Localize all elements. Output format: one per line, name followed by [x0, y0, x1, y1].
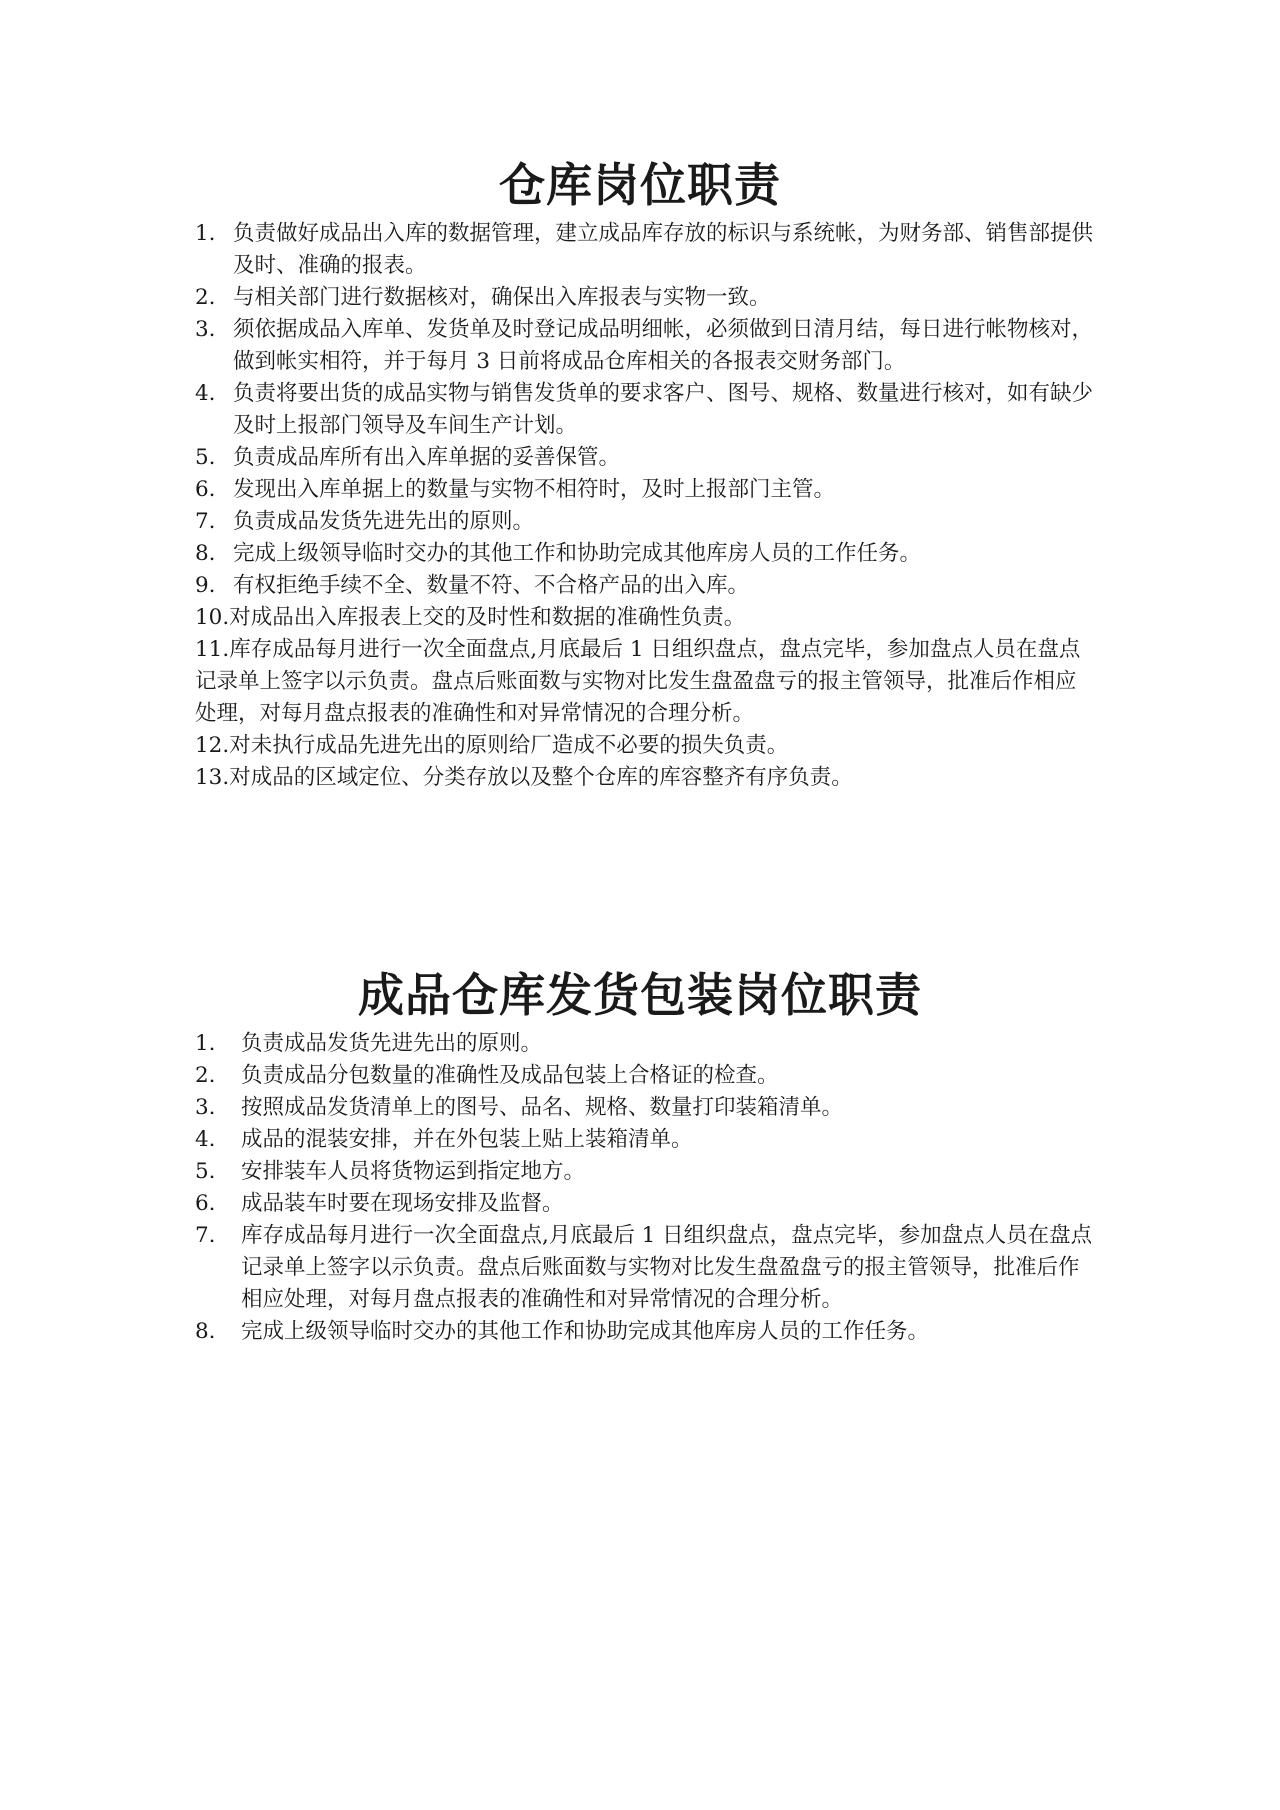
- item-number: 6.: [195, 1191, 216, 1216]
- list-item: [0, 1028, 1095, 1060]
- item-text: 完成上级领导临时交办的其他工作和协助完成其他库房人员的工作任务。: [233, 541, 922, 566]
- list-item: [0, 1124, 1095, 1156]
- item-number: 7.: [195, 1223, 216, 1248]
- list-item: [0, 474, 1095, 506]
- item-number: 4.: [195, 1127, 216, 1152]
- list-item: [0, 1156, 1095, 1188]
- item-number: 5.: [195, 445, 216, 470]
- item-text: 发现出入库单据上的数量与实物不相符时，及时上报部门主管。: [233, 477, 836, 502]
- item-number: 2.: [195, 285, 216, 310]
- item-number: 3.: [195, 317, 216, 342]
- item-number: 1.: [195, 1031, 216, 1056]
- list-item: [195, 634, 1095, 730]
- item-text: 对成品的区域定位、分类存放以及整个仓库的库容整齐有序负责。: [229, 765, 853, 790]
- item-number: 1.: [195, 221, 216, 246]
- item-text: 对未执行成品先进先出的原则给厂造成不必要的损失负责。: [229, 733, 789, 758]
- duties-list: [0, 218, 1280, 794]
- item-text: 须依据成品入库单、发货单及时登记成品明细帐，必须做到日清月结，每日进行帐物核对，做到帐实相符，并于每月 3 日前将成品仓库相关的各报表交财务部门。: [233, 317, 1094, 374]
- item-text: 负责成品库所有出入库单据的妥善保管。: [233, 445, 621, 470]
- list-item: [0, 570, 1095, 602]
- item-text: 按照成品发货清单上的图号、品名、规格、数量打印装箱清单。: [241, 1095, 844, 1120]
- item-number: 6.: [195, 477, 216, 502]
- item-text: 与相关部门进行数据核对，确保出入库报表与实物一致。: [233, 285, 771, 310]
- item-number: 2.: [195, 1063, 216, 1088]
- item-text: 负责成品分包数量的准确性及成品包装上合格证的检查。: [241, 1063, 779, 1088]
- list-item: [195, 762, 1095, 794]
- item-number: 10.: [195, 605, 230, 630]
- list-item: [0, 1188, 1095, 1220]
- list-item: [0, 282, 1095, 314]
- list-item: [0, 506, 1095, 538]
- item-number: 9.: [195, 573, 216, 598]
- list-item: [195, 602, 1095, 634]
- list-item: [0, 1316, 1095, 1348]
- list-item: [0, 218, 1095, 282]
- item-number: 5.: [195, 1159, 216, 1184]
- warehouse-duties-section: [0, 152, 1280, 794]
- item-text: 有权拒绝手续不全、数量不符、不合格产品的出入库。: [233, 573, 750, 598]
- section-title: 成品仓库发货包装岗位职责: [358, 968, 922, 1022]
- list-item: [0, 1060, 1095, 1092]
- list-item: [0, 314, 1095, 378]
- section-title: 仓库岗位职责: [499, 158, 781, 212]
- item-number: 7.: [195, 509, 216, 534]
- item-number: 13.: [195, 765, 230, 790]
- item-number: 11.: [195, 637, 230, 662]
- list-item: [195, 730, 1095, 762]
- item-number: 3.: [195, 1095, 216, 1120]
- item-text: 成品的混装安排，并在外包装上贴上装箱清单。: [241, 1127, 693, 1152]
- item-text: 成品装车时要在现场安排及监督。: [241, 1191, 564, 1216]
- list-item: [0, 1092, 1095, 1124]
- item-text: 完成上级领导临时交办的其他工作和协助完成其他库房人员的工作任务。: [241, 1319, 930, 1344]
- item-text: 负责做好成品出入库的数据管理，建立成品库存放的标识与系统帐，为财务部、销售部提供及时、准确的报表。: [233, 221, 1094, 278]
- list-item: [0, 1220, 1095, 1316]
- item-number: 12.: [195, 733, 230, 758]
- item-text: 库存成品每月进行一次全面盘点,月底最后 1 日组织盘点，盘点完毕，参加盘点人员在盘点记录单上签字以示负责。盘点后账面数与实物对比发生盘盈盘亏的报主管领导，批准后作相应处理，对每月盘点报表的准确性和对异常情况的合理分析。: [195, 637, 1081, 726]
- shipping-packing-duties-section: [0, 962, 1280, 1348]
- list-item: [0, 378, 1095, 442]
- list-item: [0, 442, 1095, 474]
- item-text: 负责成品发货先进先出的原则。: [233, 509, 535, 534]
- item-number: 8.: [195, 1319, 216, 1344]
- list-item: [0, 538, 1095, 570]
- item-number: 4.: [195, 381, 216, 406]
- item-text: 负责将要出货的成品实物与销售发货单的要求客户、图号、规格、数量进行核对，如有缺少及时上报部门领导及车间生产计划。: [233, 381, 1094, 438]
- item-text: 库存成品每月进行一次全面盘点,月底最后 1 日组织盘点，盘点完毕，参加盘点人员在盘点记录单上签字以示负责。盘点后账面数与实物对比发生盘盈盘亏的报主管领导，批准后作相应处理，对每月盘点报表的准确性和对异常情况的合理分析。: [241, 1223, 1093, 1312]
- item-text: 对成品出入库报表上交的及时性和数据的准确性负责。: [229, 605, 746, 630]
- item-text: 安排装车人员将货物运到指定地方。: [241, 1159, 586, 1184]
- item-number: 8.: [195, 541, 216, 566]
- item-text: 负责成品发货先进先出的原则。: [241, 1031, 543, 1056]
- duties-list: [0, 1028, 1280, 1348]
